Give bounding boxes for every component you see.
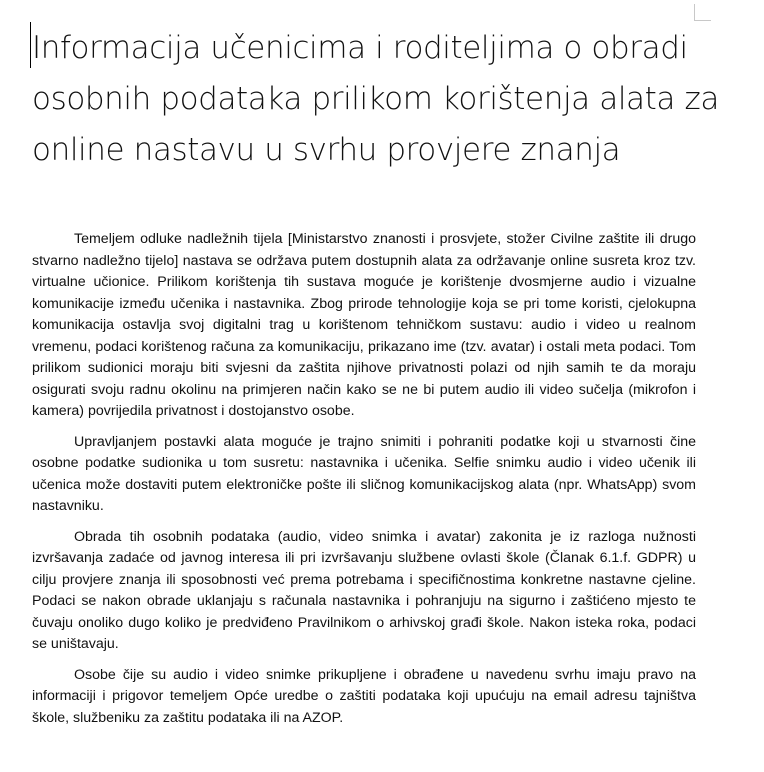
document-title[interactable]: Informacija učenicima i roditeljima o obradi osobnih podataka prilikom korištenja alata za online nastavu u svrhu provjere znanja bbox=[32, 30, 719, 168]
paragraph-4[interactable]: Osobe čije su audio i video snimke prikupljene i obrađene u navedenu svrhu imaju pravo na informaciji i prigovor temeljem Opće uredbe o zaštiti podataka koji upućuju na email adresu tajništva škole, službeniku za zaštitu podataka ili na AZOP. bbox=[32, 666, 696, 726]
paragraph-1[interactable]: Temeljem odluke nadležnih tijela [Ministarstvo znanosti i prosvjete, stožer Civilne zaštite ili drugo stvarno nadležno tijelo] nastava se održava putem dostupnih alata za održavanje online susreta kroz tzv. virtualne učionice. Prilikom korištenja tih sustava moguće je korištenje dvosmjerne audio i vizualne komunikacije između učenika i nastavnika. Zbog prirode tehnologije koja se pri tome koristi, cjelokupna komunikacija ostavlja svoj digitalni trag u korištenom tehničkom sustavu: audio i video u realnom vremenu, podaci korištenog računa za komunikaciju, prikazano ime (tzv. avatar) i ostali meta podaci. Tom prilikom sudionici moraju biti svjesni da zaštita njihove privatnosti polazi od njih samih te da moraju osigurati svoju radnu okolinu na primjeren način kako se ne bi putem audio ili video sučelja (mikrofon i kamera) povrijedila privatnost i dostojanstvo osobe. bbox=[32, 231, 696, 419]
text-cursor bbox=[30, 22, 31, 68]
paragraph-2[interactable]: Upravljanjem postavki alata moguće je trajno snimiti i pohraniti podatke koji u stvarnosti čine osobne podatke sudionika u tom susretu: nastavnika i učenika. Selfie snimku audio i video učenik ili učenica može dostaviti putem elektroničke pošte ili sličnog komunikacijskog alata (npr. WhatsApp) svom nastavniku. bbox=[32, 433, 696, 514]
document-body[interactable] bbox=[32, 229, 696, 738]
page-margin-corner-mark bbox=[694, 4, 711, 21]
paragraph-3[interactable]: Obrada tih osobnih podataka (audio, video snimka i avatar) zakonita je iz razloga nužnosti izvršavanja zadaće od javnog interesa ili pri izvršavanju službene ovlasti škole (Članak 6.1.f. GDPR) u cilju provjere znanja ili sposobnosti već prema potrebama i specifičnostima konkretne nastavne cjeline. Podaci se nakon obrade uklanjaju s računala nastavnika i pohranjuju na sigurno i zaštićeno mjesto te čuvaju onoliko dugo koliko je predviđeno Pravilnikom o arhivskoj građi škole. Nakon isteka roka, podaci se uništavaju. bbox=[32, 528, 696, 652]
